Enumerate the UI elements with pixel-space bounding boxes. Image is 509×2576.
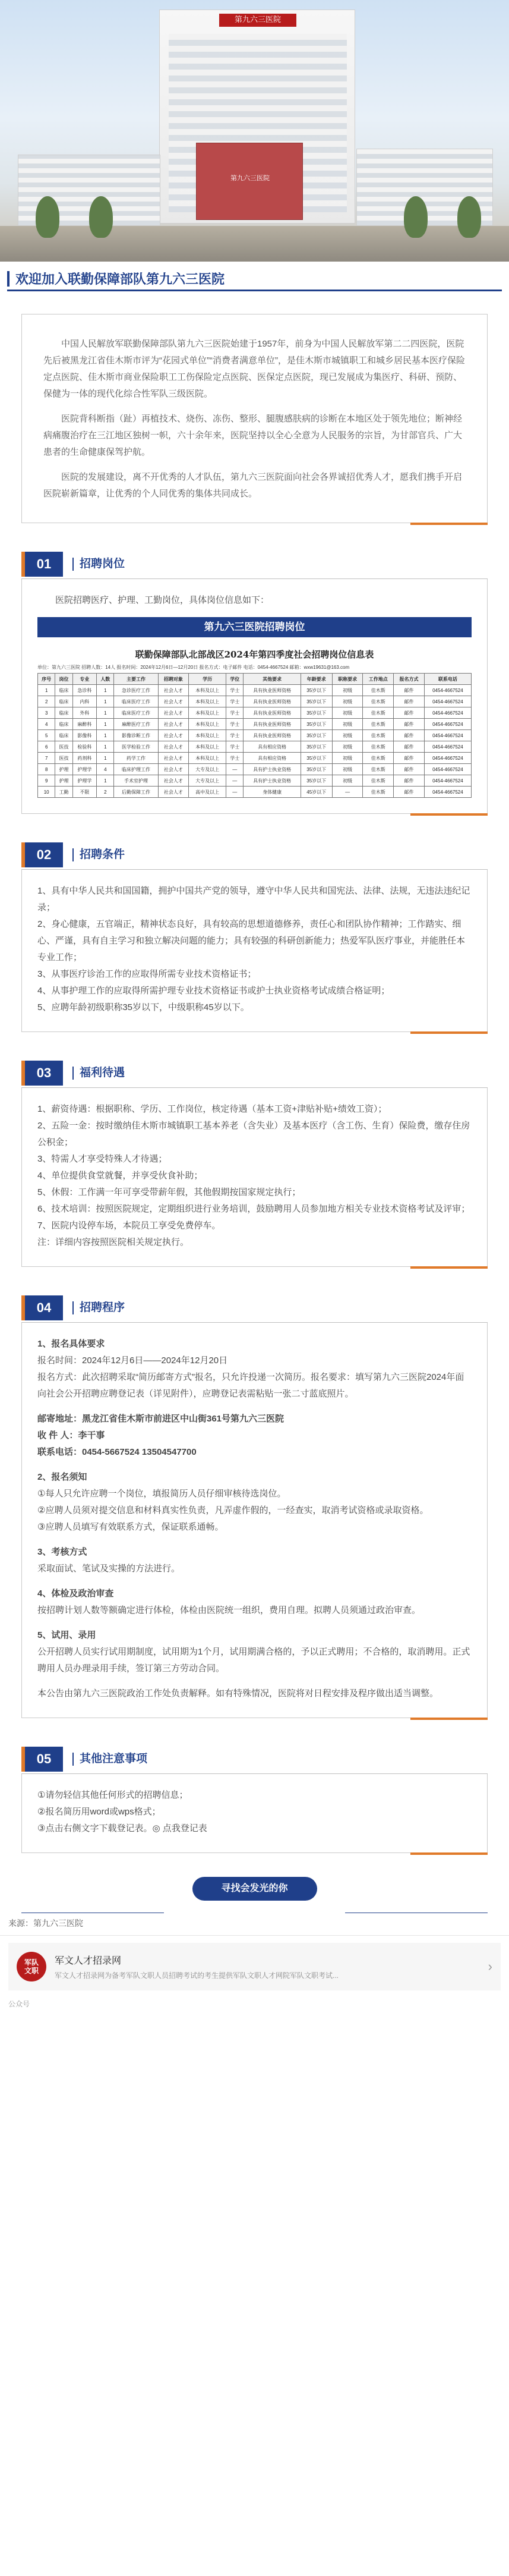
table-cell: 1 bbox=[97, 696, 114, 707]
table-cell: 初级 bbox=[332, 741, 363, 753]
account-avatar: 军队 文职 bbox=[17, 1952, 46, 1981]
condition-item: 4、从事护理工作的应取得所需护理专业技术资格证书或护士执业资格考试成绩合格证明； bbox=[37, 986, 390, 996]
table-row bbox=[38, 775, 472, 787]
table-cell: 8 bbox=[38, 764, 55, 775]
procedure-text: ①每人只允许应聘一个岗位，填报简历人员仔细审核待选岗位。 bbox=[37, 1489, 286, 1499]
table-cell: 社会人才 bbox=[158, 685, 189, 696]
entrance-sign: 第九六三医院 bbox=[230, 175, 270, 182]
table-cell: 35岁以下 bbox=[301, 741, 332, 753]
table-cell: 社会人才 bbox=[158, 787, 189, 798]
contact-person: 收 件 人：李干事 bbox=[37, 1430, 105, 1440]
table-cell: 高中及以上 bbox=[189, 787, 226, 798]
procedure-text: ③应聘人员填写有效联系方式，保证联系通畅。 bbox=[37, 1522, 224, 1532]
account-profile-card[interactable] bbox=[8, 1943, 501, 1990]
table-cell: 具有护士执业资格 bbox=[244, 764, 301, 775]
welcome-header bbox=[7, 268, 502, 291]
table-cell: 佳木斯 bbox=[363, 707, 394, 719]
table-cell: 具有相应资格 bbox=[244, 753, 301, 764]
procedure-heading: 3、考核方式 bbox=[37, 1547, 87, 1557]
table-cell: 35岁以下 bbox=[301, 730, 332, 741]
table-cell: 35岁以下 bbox=[301, 764, 332, 775]
table-row bbox=[38, 685, 472, 696]
section-number: 01 bbox=[21, 552, 63, 577]
table-header-cell: 其他要求 bbox=[244, 674, 301, 685]
table-cell: 临床 bbox=[55, 719, 72, 730]
table-cell: 具有执业医师资格 bbox=[244, 685, 301, 696]
section-title: 招聘条件 bbox=[72, 848, 125, 861]
section-benefits bbox=[21, 1058, 488, 1267]
table-cell: — bbox=[332, 787, 363, 798]
table-cell: 2 bbox=[97, 787, 114, 798]
table-cell: 邮件 bbox=[394, 753, 425, 764]
building-sign: 第九六三医院 bbox=[219, 14, 296, 27]
table-header-cell: 岗位 bbox=[55, 674, 72, 685]
procedure-heading: 4、体检及政治审查 bbox=[37, 1589, 114, 1599]
hospital-hero-image bbox=[0, 0, 509, 262]
table-cell: 初级 bbox=[332, 719, 363, 730]
benefit-note: 注：详细内容按照医院相关规定执行。 bbox=[37, 1237, 189, 1247]
footer-label: 公众号 bbox=[8, 2000, 30, 2008]
procedure-text: 采取面试、笔试及实操的方法进行。 bbox=[37, 1564, 181, 1574]
positions-table bbox=[37, 673, 472, 798]
table-cell: 初级 bbox=[332, 685, 363, 696]
download-form-link[interactable]: ③点击右侧文字下载登记表。◎ 点我登记表 bbox=[37, 1823, 207, 1833]
table-cell: 医技 bbox=[55, 741, 72, 753]
table-cell: 佳木斯 bbox=[363, 764, 394, 775]
table-cell: 0454-4667524 bbox=[424, 707, 471, 719]
section-title: 招聘程序 bbox=[72, 1301, 125, 1314]
table-cell: 社会人才 bbox=[158, 741, 189, 753]
table-cell: 学士 bbox=[226, 707, 244, 719]
table-cell: 学士 bbox=[226, 696, 244, 707]
section-number: 02 bbox=[21, 842, 63, 867]
table-cell: — bbox=[226, 775, 244, 787]
contact-phone: 联系电话：0454-5667524 13504547700 bbox=[37, 1447, 197, 1457]
condition-item: 3、从事医疗诊治工作的应取得所需专业技术资格证书； bbox=[37, 969, 257, 979]
table-cell: 社会人才 bbox=[158, 707, 189, 719]
note-item: ②报名简历用word或wps格式； bbox=[37, 1807, 161, 1817]
table-cell: 0454-4667524 bbox=[424, 696, 471, 707]
table-cell: 初级 bbox=[332, 730, 363, 741]
benefit-item: 3、特需人才享受特殊人才待遇； bbox=[37, 1154, 167, 1164]
table-cell: 医技 bbox=[55, 753, 72, 764]
table-cell: 临床 bbox=[55, 696, 72, 707]
table-cell: 本科及以上 bbox=[189, 685, 226, 696]
table-cell: 1 bbox=[38, 685, 55, 696]
section-conditions bbox=[21, 840, 488, 1032]
section-title: 其他注意事项 bbox=[72, 1753, 147, 1766]
table-cell: 佳木斯 bbox=[363, 741, 394, 753]
section-number: 04 bbox=[21, 1295, 63, 1320]
procedure-text: 报名方式：此次招聘采取“简历邮寄方式”报名，只允许投递一次简历。报名要求：填写第九六三医院2024年面向社会公开招聘应聘登记表（详见附件），应聘登记表需粘贴一张二寸蓝底照片。 bbox=[37, 1372, 464, 1399]
table-cell: 0454-4667524 bbox=[424, 719, 471, 730]
table-cell: 外科 bbox=[72, 707, 97, 719]
positions-table-title: 联勤保障部队北部战区2024年第四季度社会招聘岗位信息表 bbox=[135, 649, 374, 660]
table-cell: 10 bbox=[38, 787, 55, 798]
table-cell: 检验科 bbox=[72, 741, 97, 753]
table-cell: 佳木斯 bbox=[363, 787, 394, 798]
benefit-item: 1、薪资待遇：根据职称、学历、工作岗位，核定待遇（基本工资+津贴补贴+绩效工资）； bbox=[37, 1104, 387, 1114]
table-cell: 具有执业医师资格 bbox=[244, 707, 301, 719]
table-cell: 护理学 bbox=[72, 775, 97, 787]
table-header-cell: 序号 bbox=[38, 674, 55, 685]
table-cell: 佳木斯 bbox=[363, 753, 394, 764]
table-cell: 邮件 bbox=[394, 764, 425, 775]
table-cell: 初级 bbox=[332, 775, 363, 787]
table-cell: 本科及以上 bbox=[189, 741, 226, 753]
table-cell: 邮件 bbox=[394, 707, 425, 719]
mail-address: 邮寄地址：黑龙江省佳木斯市前进区中山街361号第九六三医院 bbox=[37, 1414, 284, 1424]
condition-item: 1、具有中华人民共和国国籍，拥护中国共产党的领导，遵守中华人民共和国宪法、法律、法规，无违法违纪记录； bbox=[37, 886, 470, 913]
positions-table-subtitle: 单位：第九六三医院 招聘人数：14人 报名时间：2024年12月6日—12月20日 报名方式：电子邮件 电话：0454-4667524 邮箱：wxw19631@163.com bbox=[37, 665, 350, 670]
table-cell: 初级 bbox=[332, 764, 363, 775]
table-cell: 邮件 bbox=[394, 719, 425, 730]
table-cell: 1 bbox=[97, 719, 114, 730]
table-cell: 本科及以上 bbox=[189, 707, 226, 719]
table-cell: 0454-4667524 bbox=[424, 741, 471, 753]
table-row bbox=[38, 787, 472, 798]
table-header-cell: 学位 bbox=[226, 674, 244, 685]
table-cell: 初级 bbox=[332, 696, 363, 707]
table-cell: 1 bbox=[97, 775, 114, 787]
table-cell: 35岁以下 bbox=[301, 775, 332, 787]
table-cell: 邮件 bbox=[394, 685, 425, 696]
table-cell: 初级 bbox=[332, 707, 363, 719]
table-cell: 1 bbox=[97, 753, 114, 764]
table-row bbox=[38, 707, 472, 719]
table-cell: 45岁以下 bbox=[301, 787, 332, 798]
table-cell: 3 bbox=[38, 707, 55, 719]
table-cell: 不限 bbox=[72, 787, 97, 798]
table-cell: 学士 bbox=[226, 685, 244, 696]
table-cell: 本科及以上 bbox=[189, 696, 226, 707]
table-cell: 本科及以上 bbox=[189, 719, 226, 730]
table-row bbox=[38, 764, 472, 775]
table-cell: 本科及以上 bbox=[189, 730, 226, 741]
table-header-cell: 主要工作 bbox=[114, 674, 158, 685]
table-cell: 社会人才 bbox=[158, 775, 189, 787]
table-cell: 药学工作 bbox=[114, 753, 158, 764]
table-cell: 邮件 bbox=[394, 787, 425, 798]
benefit-item: 7、医院内设停车场，本院员工享受免费停车。 bbox=[37, 1221, 221, 1231]
note-item: ①请勿轻信其他任何形式的招聘信息； bbox=[37, 1790, 188, 1800]
condition-item: 5、应聘年龄初级职称35岁以下，中级职称45岁以下。 bbox=[37, 1002, 249, 1012]
table-cell: 具有相应资格 bbox=[244, 741, 301, 753]
table-cell: 社会人才 bbox=[158, 696, 189, 707]
table-cell: 0454-4667524 bbox=[424, 787, 471, 798]
table-cell: 佳木斯 bbox=[363, 719, 394, 730]
table-cell: 邮件 bbox=[394, 775, 425, 787]
table-cell: 具有执业医师资格 bbox=[244, 730, 301, 741]
procedure-text: 按招聘计划人数等额确定进行体检，体检由医院统一组织，费用自理。拟聘人员须通过政治审查。 bbox=[37, 1605, 421, 1615]
table-header-cell: 年龄要求 bbox=[301, 674, 332, 685]
table-cell: 4 bbox=[38, 719, 55, 730]
table-cell: 影像诊断工作 bbox=[114, 730, 158, 741]
account-name: 军文人才招录网 bbox=[55, 1956, 122, 1966]
table-cell: 医学检验工作 bbox=[114, 741, 158, 753]
table-cell: 身体健康 bbox=[244, 787, 301, 798]
table-cell: 临床医疗工作 bbox=[114, 707, 158, 719]
table-cell: 急诊科 bbox=[72, 685, 97, 696]
table-cell: 4 bbox=[97, 764, 114, 775]
table-row bbox=[38, 696, 472, 707]
table-row bbox=[38, 753, 472, 764]
table-cell: 6 bbox=[38, 741, 55, 753]
table-cell: 临床 bbox=[55, 730, 72, 741]
table-cell: 0454-4667524 bbox=[424, 730, 471, 741]
table-cell: 0454-4667524 bbox=[424, 753, 471, 764]
table-cell: 社会人才 bbox=[158, 730, 189, 741]
table-cell: 佳木斯 bbox=[363, 775, 394, 787]
table-header-cell: 报名方式 bbox=[394, 674, 425, 685]
procedure-heading: 2、报名须知 bbox=[37, 1472, 87, 1482]
table-cell: 学士 bbox=[226, 741, 244, 753]
positions-banner: 第九六三医院招聘岗位 bbox=[37, 617, 472, 637]
table-cell: 1 bbox=[97, 730, 114, 741]
benefit-item: 6、技术培训：按照医院规定，定期组织进行业务培训，鼓励聘用人员参加地方相关专业技术资格考试及评审； bbox=[37, 1204, 470, 1214]
table-cell: 影像科 bbox=[72, 730, 97, 741]
table-cell: 0454-4667524 bbox=[424, 775, 471, 787]
table-cell: 邮件 bbox=[394, 741, 425, 753]
procedure-text: ②应聘人员须对提交信息和材料真实性负责，凡弄虚作假的，一经查实，取消考试资格或录取资格。 bbox=[37, 1505, 429, 1515]
table-cell: 具有护士执业资格 bbox=[244, 775, 301, 787]
table-cell: 麻醉医疗工作 bbox=[114, 719, 158, 730]
account-description: 军文人才招录网为备考军队文职人员招聘考试的考生提供军队文职人才网院军队文职考试... bbox=[55, 1971, 339, 1980]
table-cell: 佳木斯 bbox=[363, 730, 394, 741]
table-cell: 0454-4667524 bbox=[424, 764, 471, 775]
table-cell: 邮件 bbox=[394, 730, 425, 741]
table-cell: 本科及以上 bbox=[189, 753, 226, 764]
share-banner: 寻找会发光的你 bbox=[192, 1877, 317, 1901]
table-header-cell: 招聘对象 bbox=[158, 674, 189, 685]
table-cell: 初级 bbox=[332, 753, 363, 764]
condition-item: 2、身心健康，五官端正，精神状态良好，具有较高的思想道德修养，责任心和团队协作精神；工作踏实、细心、严谨，具有自主学习和独立解决问题的能力；具有较强的科研创新能力；热爱军队医疗事业，并能胜任本专业工作； bbox=[37, 919, 466, 963]
table-cell: 0454-4667524 bbox=[424, 685, 471, 696]
positions-intro: 医院招聘医疗、护理、工勤岗位，具体岗位信息如下： bbox=[55, 595, 270, 605]
table-cell: 社会人才 bbox=[158, 753, 189, 764]
hospital-intro bbox=[21, 314, 488, 523]
procedure-text: 公开招聘人员实行试用期制度，试用期为1个月，试用期满合格的，予以正式聘用；不合格的，取消聘用。正式聘用人员办理录用手续，签订第三方劳动合同。 bbox=[37, 1647, 470, 1674]
table-cell: 35岁以下 bbox=[301, 719, 332, 730]
table-cell: 临床医疗工作 bbox=[114, 696, 158, 707]
table-cell: 学士 bbox=[226, 753, 244, 764]
benefit-item: 5、休假：工作满一年可享受带薪年假，其他假期按国家规定执行； bbox=[37, 1187, 301, 1197]
table-cell: 邮件 bbox=[394, 696, 425, 707]
table-cell: 内科 bbox=[72, 696, 97, 707]
table-cell: 学士 bbox=[226, 730, 244, 741]
table-cell: 急诊医疗工作 bbox=[114, 685, 158, 696]
table-cell: 临床 bbox=[55, 685, 72, 696]
section-number: 05 bbox=[21, 1747, 63, 1772]
table-cell: 35岁以下 bbox=[301, 696, 332, 707]
table-cell: 后勤保障工作 bbox=[114, 787, 158, 798]
table-cell: 5 bbox=[38, 730, 55, 741]
procedure-footer: 本公告由第九六三医院政治工作处负责解释。如有特殊情况，医院将对日程安排及程序做出适当调整。 bbox=[37, 1688, 439, 1699]
table-header-cell: 工作地点 bbox=[363, 674, 394, 685]
table-cell: — bbox=[226, 764, 244, 775]
table-cell: 佳木斯 bbox=[363, 685, 394, 696]
section-title: 招聘岗位 bbox=[72, 558, 125, 571]
table-header-cell: 专业 bbox=[72, 674, 97, 685]
table-header-cell: 职称要求 bbox=[332, 674, 363, 685]
procedure-heading: 5、试用、录用 bbox=[37, 1630, 96, 1640]
welcome-title: 欢迎加入联勤保障部队第九六三医院 bbox=[15, 272, 225, 287]
table-cell: 护理 bbox=[55, 764, 72, 775]
table-cell: 具有执业医师资格 bbox=[244, 696, 301, 707]
table-cell: 药剂科 bbox=[72, 753, 97, 764]
table-cell: 临床 bbox=[55, 707, 72, 719]
table-cell: 工勤 bbox=[55, 787, 72, 798]
table-cell: — bbox=[226, 787, 244, 798]
section-number: 03 bbox=[21, 1061, 63, 1086]
table-header-cell: 联系电话 bbox=[424, 674, 471, 685]
table-cell: 具有执业医师资格 bbox=[244, 719, 301, 730]
table-header-cell: 学历 bbox=[189, 674, 226, 685]
table-row bbox=[38, 719, 472, 730]
section-procedure bbox=[21, 1293, 488, 1718]
table-cell: 35岁以下 bbox=[301, 753, 332, 764]
table-cell: 大专及以上 bbox=[189, 775, 226, 787]
section-positions bbox=[21, 549, 488, 814]
plaza bbox=[0, 226, 509, 262]
table-cell: 35岁以下 bbox=[301, 685, 332, 696]
table-cell: 1 bbox=[97, 741, 114, 753]
table-cell: 护理 bbox=[55, 775, 72, 787]
table-cell: 1 bbox=[97, 707, 114, 719]
table-header-cell: 人数 bbox=[97, 674, 114, 685]
intro-paragraph: 医院的发展建设，离不开优秀的人才队伍，第九六三医院面向社会各界诚招优秀人才，愿我们携手开启医院崭新篇章，让优秀的个人同优秀的集体共同成长。 bbox=[43, 472, 463, 499]
benefit-item: 4、单位提供食堂就餐，并享受伙食补助； bbox=[37, 1171, 203, 1181]
table-row bbox=[38, 741, 472, 753]
table-cell: 佳木斯 bbox=[363, 696, 394, 707]
table-cell: 7 bbox=[38, 753, 55, 764]
table-cell: 2 bbox=[38, 696, 55, 707]
intro-paragraph: 医院背科断指（趾）再植技术、烧伤、冻伤、整形、腿腹感肤病的诊断在本地区处于领先地位；断神经病痛腹治疗在三江地区独树一帜，六十余年来，医院坚持以全心全意为人民服务的宗旨，为甘部官兵、广大患者的生命健康保驾护航。 bbox=[43, 414, 463, 457]
section-title: 福利待遇 bbox=[72, 1067, 125, 1080]
benefit-item: 2、五险一金：按时缴纳佳木斯市城镇职工基本养老（含失业）及基本医疗（含工伤、生育）保险费，缴存住房公积金； bbox=[37, 1121, 470, 1147]
source-label: 来源：第九六三医院 bbox=[8, 1918, 83, 1928]
table-cell: 临床护理工作 bbox=[114, 764, 158, 775]
procedure-heading: 1、报名具体要求 bbox=[37, 1339, 105, 1349]
intro-paragraph: 中国人民解放军联勤保障部队第九六三医院始建于1957年，前身为中国人民解放军第二二四医院，医院先后被黑龙江省佳木斯市评为“花园式单位”“消费者满意单位”，是佳木斯市城镇职工和城乡居民基本医疗保险定点医院、佳木斯市商业保险职工工伤保险定点医院、医保定点医院，现已发展成为集医疗、科研、预防、保健为一体的现代化综合性军队三级医院。 bbox=[43, 339, 465, 399]
red-entrance-building bbox=[196, 143, 303, 220]
procedure-text: 报名时间：2024年12月6日——2024年12月20日 bbox=[37, 1355, 228, 1366]
table-cell: 手术室护理 bbox=[114, 775, 158, 787]
table-cell: 1 bbox=[97, 685, 114, 696]
chevron-right-icon: › bbox=[488, 1959, 492, 1974]
table-cell: 护理学 bbox=[72, 764, 97, 775]
table-row bbox=[38, 730, 472, 741]
table-cell: 9 bbox=[38, 775, 55, 787]
table-cell: 社会人才 bbox=[158, 764, 189, 775]
table-cell: 35岁以下 bbox=[301, 707, 332, 719]
table-cell: 大专及以上 bbox=[189, 764, 226, 775]
table-cell: 学士 bbox=[226, 719, 244, 730]
table-cell: 社会人才 bbox=[158, 719, 189, 730]
section-notes bbox=[21, 1744, 488, 1853]
table-cell: 麻醉科 bbox=[72, 719, 97, 730]
